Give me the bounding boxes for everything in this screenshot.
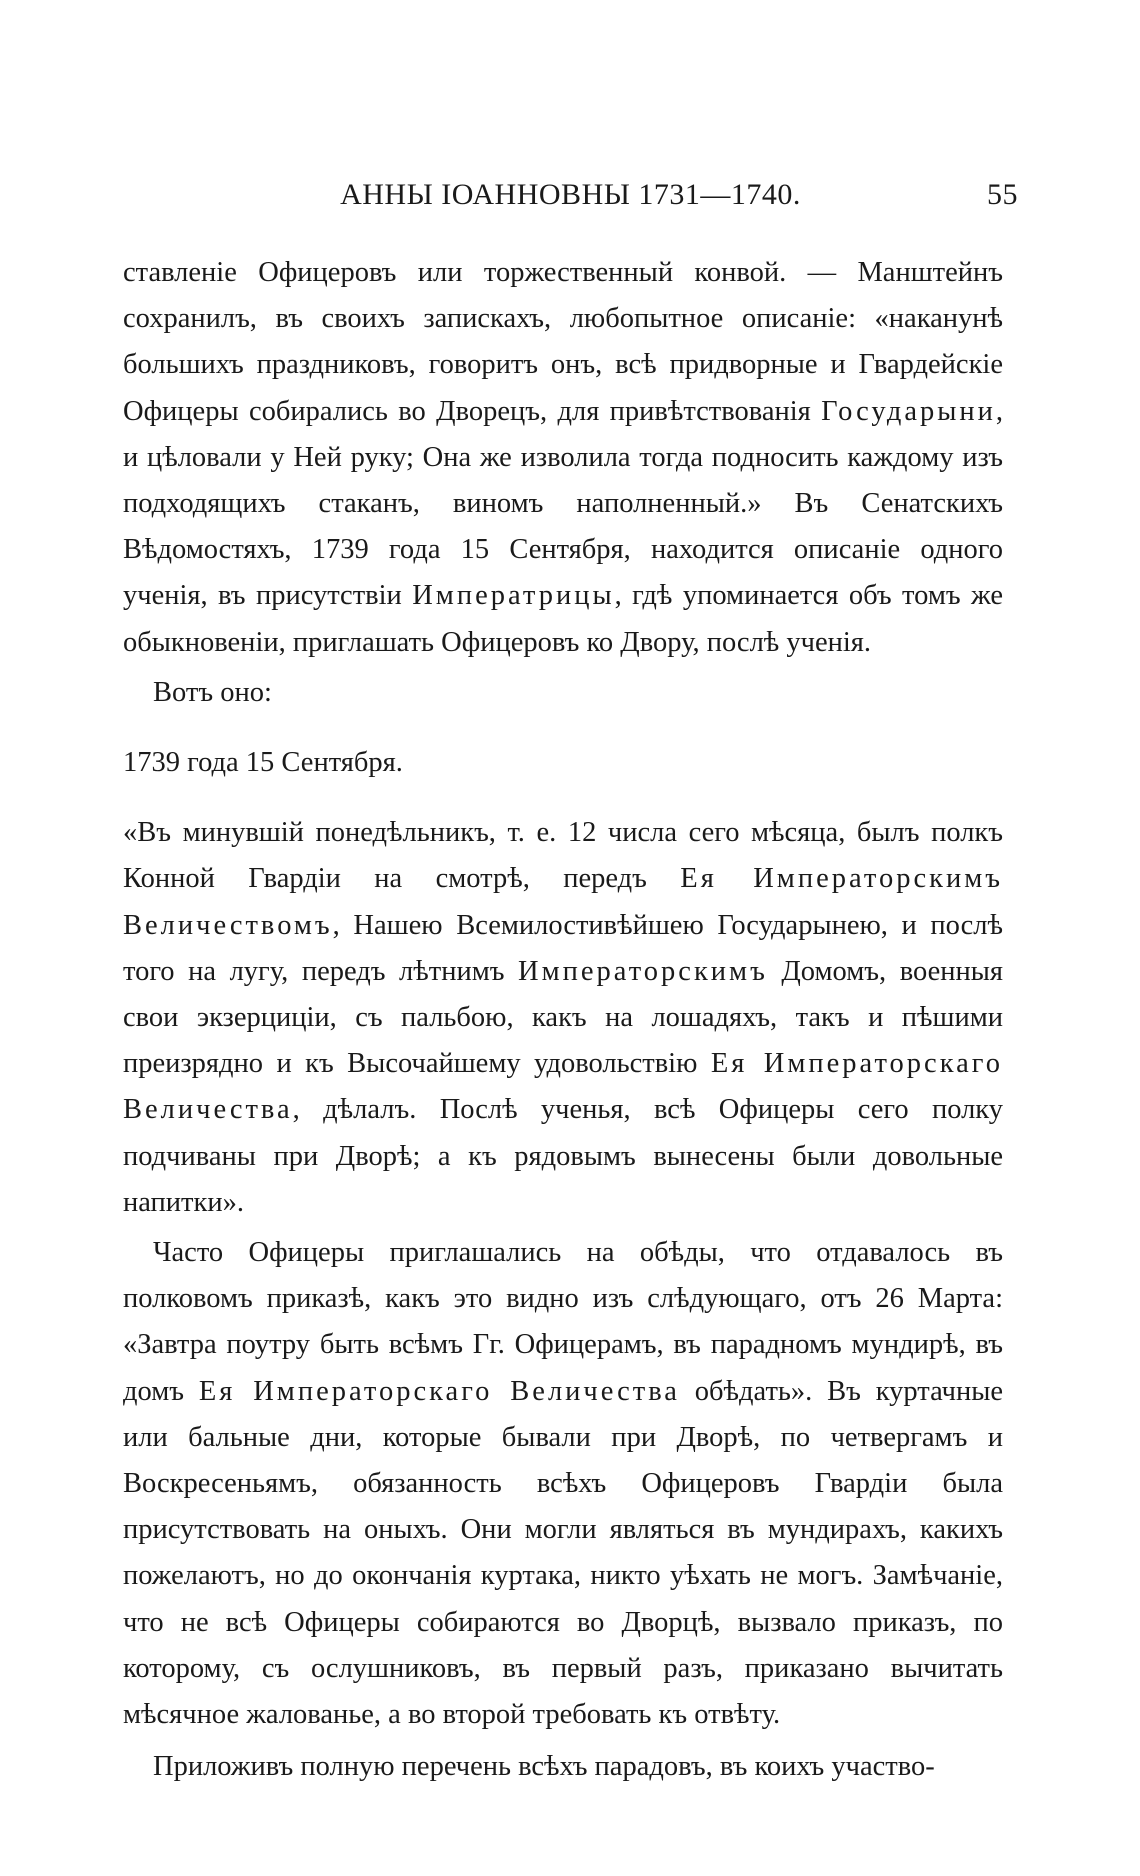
paragraph xyxy=(123,1744,1003,1790)
text-run: ставленіе Офицеровъ или торжественный конвой. — Манштейнъ сохранилъ, въ своихъ запискахъ, любопытное описаніе: «наканунѣ большихъ праздниковъ, говоритъ онъ, всѣ придворные и Гвардейскіе Офицеры собирались во Дворецъ, для привѣтствованія xyxy=(123,257,1003,427)
text-run: «Въ минувшій понедѣльникъ, т. е. 12 числа сего мѣсяца, былъ полкъ Конной Гвардіи на смотрѣ, передъ xyxy=(123,817,1003,895)
running-header xyxy=(123,178,1018,218)
paragraph-intro xyxy=(123,670,1003,716)
running-title: АННЫ ІОАННОВНЫ 1731—1740. xyxy=(340,178,801,211)
text-run: , дѣлалъ. Послѣ ученья, всѣ Офицеры сего полку подчиваны при Дворѣ; а къ рядовымъ вынесены были довольные напитки». xyxy=(123,1094,1003,1218)
text-run: обѣдать». Въ куртачные или бальные дни, которые бывали при Дворѣ, по четвергамъ и Воскресеньямъ, обязанность всѣхъ Офицеровъ Гвардіи была присутствовать на оныхъ. Они могли являться въ мундирахъ, какихъ пожелаютъ, но до окончанія куртака, никто уѣхать не могъ. Замѣчаніе, что не всѣ Офицеры собираются во Дворцѣ, вызвало приказъ, по которому, съ ослушниковъ, въ первый разъ, приказано вычитать мѣсячное жалованье, а во второй требовать къ отвѣту. xyxy=(123,1375,1003,1731)
text-run: , гдѣ упоминается объ томъ же обыкновеніи, приглашать Офицеровъ ко Двору, послѣ ученія. xyxy=(123,580,1004,658)
date-heading xyxy=(123,740,1003,786)
text-run-spaced: Императрицы xyxy=(412,580,615,612)
quoted-report xyxy=(123,810,1003,1226)
text-run-spaced: Императорскимъ xyxy=(518,955,768,987)
paragraph xyxy=(123,250,1003,666)
text-run: 1739 года 15 Сентября. xyxy=(123,747,403,779)
paragraph xyxy=(123,1230,1003,1738)
text-run: Часто Офицеры приглашались на обѣды, что отдавалось въ полковомъ приказѣ, какъ это видно изъ слѣдующаго, отъ 26 Марта: «Завтра поутру быть всѣмъ Гг. Офицерамъ, въ парадномъ мундирѣ, въ домъ xyxy=(123,1237,1003,1407)
text-run: , Нашею Всемилостивѣйшею Государынею, и послѣ того на лугу, передъ лѣтнимъ xyxy=(123,909,1003,987)
text-run-spaced: Ея Императорскаго Величества xyxy=(198,1375,680,1407)
text-run-spaced: Государыни xyxy=(821,395,996,427)
text-run: Вотъ оно: xyxy=(153,676,272,708)
text-run: Приложивъ полную перечень всѣхъ парадовъ, въ коихъ участво- xyxy=(153,1751,935,1783)
text-run: Домомъ, военныя свои экзерциціи, съ пальбою, какъ на лошадяхъ, такъ и пѣшими преизрядно и къ Высочайшему удовольствію xyxy=(123,955,1003,1080)
body-text xyxy=(123,250,1003,1791)
text-run-spaced: Ея Императорскимъ Величествомъ xyxy=(123,863,1003,941)
text-run: , и цѣловали у Ней руку; Она же изволила тогда подносить каждому изъ подходящихъ стаканъ, виномъ наполненный.» Въ Сенатскихъ Вѣдомостяхъ, 1739 года 15 Сентября, находится описаніе одного ученія, въ присутствіи xyxy=(123,395,1003,612)
page-number: 55 xyxy=(987,178,1018,211)
text-run-spaced: Ея Императорскаго Величества xyxy=(123,1048,1003,1126)
